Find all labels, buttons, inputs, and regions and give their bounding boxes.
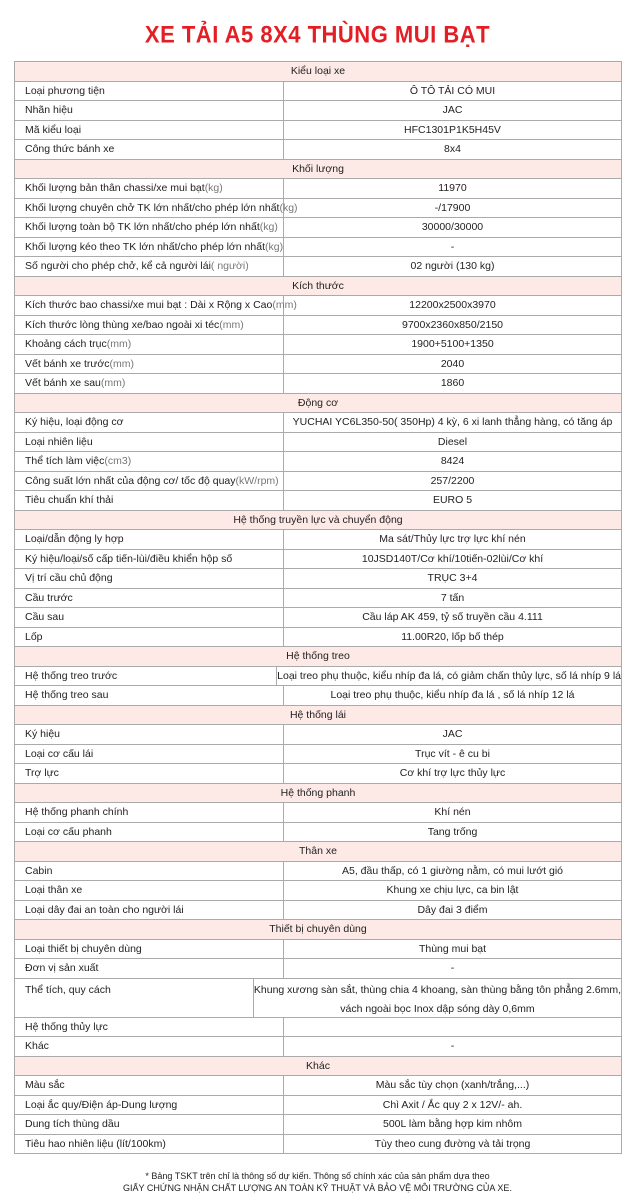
spec-label-text: Ký hiệu/loại/số cấp tiến-lùi/điều khiển hộp số	[25, 552, 233, 565]
spec-value-text: Ô TÔ TẢI CÓ MUI	[409, 84, 496, 97]
spec-value-text: -	[450, 962, 455, 974]
spec-value-text: 30000/30000	[421, 221, 484, 233]
spec-value	[284, 199, 621, 218]
spec-label	[15, 1018, 284, 1037]
spec-label-text: Số người cho phép chở, kể cả người lái	[25, 260, 211, 272]
spec-label	[15, 881, 284, 900]
spec-value	[284, 433, 621, 452]
footnote	[0, 1170, 635, 1194]
spec-value-text: 257/2200	[430, 474, 475, 487]
spec-label	[15, 199, 298, 218]
spec-value-text: TRỤC 3+4	[427, 572, 478, 584]
spec-row	[14, 763, 622, 783]
spec-value-text: Chì Axit / Ắc quy 2 x 12V/- ah.	[382, 1098, 523, 1111]
spec-row	[14, 1134, 622, 1155]
spec-value-text: Màu sắc tùy chọn (xanh/trắng,...)	[375, 1079, 530, 1091]
spec-value-text: 10JSD140T/Cơ khí/10tiến-02lùi/Cơ khí	[361, 552, 544, 565]
spec-row	[14, 451, 622, 471]
spec-label	[15, 628, 284, 647]
spec-label-text: Hệ thống phanh chính	[25, 806, 129, 818]
spec-unit: (mm)	[100, 377, 126, 389]
spec-label-text: Thể tích, quy cách	[25, 983, 111, 996]
spec-value-text: 12200x2500x3970	[409, 299, 496, 311]
spec-row	[14, 354, 622, 374]
spec-row	[14, 1114, 622, 1134]
section-header: Hệ thống treo	[14, 646, 622, 666]
spec-unit: (kg)	[264, 240, 284, 253]
spec-value	[284, 121, 621, 140]
spec-row	[14, 627, 622, 647]
spec-value-text: Ma sát/Thủy lực trợ lực khí nén	[379, 533, 526, 545]
spec-label	[15, 296, 297, 315]
spec-label	[15, 959, 284, 978]
spec-label	[15, 823, 284, 842]
spec-value	[284, 1135, 621, 1154]
spec-label	[15, 472, 284, 491]
section-header: Khác	[14, 1056, 622, 1076]
spec-label	[15, 745, 284, 764]
spec-label-text: Khác	[25, 1040, 49, 1052]
spec-value	[284, 413, 621, 432]
spec-label-text: Loại nhiên liệu	[25, 435, 93, 448]
spec-value	[284, 959, 621, 978]
spec-label-text: Ký hiệu	[25, 728, 61, 740]
spec-label-text: Vết bánh xe trước	[25, 357, 110, 370]
spec-value-text: Loại treo phụ thuộc, kiểu nhíp đa lá , số lá nhíp 12 lá	[330, 689, 575, 701]
spec-value	[284, 589, 621, 608]
spec-label	[15, 257, 284, 276]
spec-label-text: Nhãn hiệu	[25, 104, 73, 116]
spec-value-text: JAC	[442, 728, 463, 740]
spec-value	[284, 1115, 621, 1134]
spec-row	[14, 315, 622, 335]
spec-label	[15, 608, 284, 627]
spec-value	[284, 316, 621, 335]
spec-label	[15, 686, 284, 705]
spec-value	[284, 82, 621, 101]
spec-value-text: 1860	[440, 377, 465, 389]
spec-label	[15, 491, 284, 510]
spec-unit: (kW/rpm)	[235, 474, 279, 487]
spec-value-text: A5, đầu thấp, có 1 giường nằm, có mui lướt gió	[341, 864, 564, 877]
spec-label	[15, 569, 284, 588]
spec-label-text: Loại ắc quy/Điện áp-Dung lượng	[25, 1098, 178, 1111]
spec-unit: ( người)	[210, 260, 249, 272]
spec-value	[284, 335, 621, 354]
spec-label-text: Tiêu chuẩn khí thải	[25, 494, 114, 506]
spec-value	[284, 452, 621, 471]
spec-row	[14, 1095, 622, 1115]
spec-value-text: JAC	[442, 104, 463, 116]
spec-row	[14, 1017, 622, 1037]
spec-value-text: -	[450, 1040, 455, 1052]
spec-value	[284, 374, 621, 393]
spec-label	[15, 550, 284, 569]
spec-label-text: Loại thân xe	[25, 884, 83, 896]
spec-value-text: 8424	[440, 455, 465, 467]
spec-label-text: Hệ thống treo sau	[25, 689, 109, 701]
spec-row	[14, 1036, 622, 1056]
spec-label-text: Khối lượng toàn bộ TK lớn nhất/cho phép lớn nhất	[25, 221, 260, 233]
spec-unit: (mm)	[109, 357, 135, 370]
spec-label	[15, 764, 284, 783]
spec-label-text: Khối lượng chuyên chở TK lớn nhất/cho phép lớn nhất	[25, 201, 280, 214]
spec-label-text: Ký hiệu, loại động cơ	[25, 416, 124, 428]
spec-row	[14, 666, 622, 686]
page-title: XE TẢI A5 8X4 THÙNG MUI BẠT	[144, 20, 491, 48]
spec-value-text: HFC1301P1K5H45V	[404, 123, 501, 136]
spec-row	[14, 432, 622, 452]
spec-label-text: Vết bánh xe sau	[25, 377, 101, 389]
section-header: Hệ thống phanh	[14, 783, 622, 803]
spec-row	[14, 1075, 622, 1095]
spec-value-text: 2040	[440, 357, 465, 370]
spec-row	[14, 139, 622, 159]
section-header: Thân xe	[14, 841, 622, 861]
spec-label	[15, 1037, 284, 1056]
spec-value-text: Cơ khí trợ lực thủy lực	[399, 767, 506, 779]
spec-label	[15, 803, 284, 822]
spec-value	[284, 1076, 621, 1095]
spec-value	[284, 140, 621, 159]
spec-value-text: Khung xương sàn sắt, thùng chia 4 khoang, sàn thùng bằng tôn phẳng 2.6mm,	[253, 983, 621, 996]
spec-label	[15, 862, 284, 881]
spec-value-text: 1900+5100+1350	[411, 338, 494, 350]
spec-row	[14, 802, 622, 822]
spec-label-text: Loại thiết bị chuyên dùng	[25, 942, 142, 955]
spec-value	[284, 530, 621, 549]
spec-value-text: Tùy theo cung đường và tải trọng	[374, 1137, 531, 1150]
spec-label-text: Loại/dẫn động ly hợp	[25, 533, 124, 545]
spec-value-text: Tang trống	[427, 825, 478, 838]
spec-value	[284, 491, 621, 510]
spec-row	[14, 939, 622, 959]
spec-value	[284, 764, 621, 783]
spec-label-text: Cầu sau	[25, 611, 65, 623]
spec-label-text: Đơn vị sản xuất	[25, 962, 99, 974]
spec-value-text: 9700x2360x850/2150	[401, 318, 503, 331]
spec-row	[14, 568, 622, 588]
spec-value	[284, 901, 621, 920]
spec-row	[14, 373, 622, 393]
spec-label-text: Màu sắc	[25, 1079, 65, 1091]
spec-value	[284, 101, 621, 120]
spec-value-text: 11.00R20, lốp bố thép	[401, 630, 504, 643]
spec-row	[14, 588, 622, 608]
spec-label-text: Khối lượng bản thân chassi/xe mui bạt	[25, 182, 205, 194]
spec-row	[14, 685, 622, 705]
spec-row	[14, 81, 622, 101]
spec-label-text: Cabin	[25, 864, 53, 877]
spec-label-text: Cầu trước	[25, 591, 73, 604]
spec-label	[15, 218, 284, 237]
spec-value-text-2: vách ngoài bọc Inox dập sóng dày 0,6mm	[340, 1002, 535, 1015]
spec-value	[284, 218, 621, 237]
spec-value-text: Loại treo phụ thuộc, kiểu nhíp đa lá, có giảm chấn thủy lực, số lá nhíp 9 lá	[277, 669, 621, 682]
spec-label-text: Tiêu hao nhiên liệu (lít/100km)	[25, 1137, 166, 1150]
spec-label	[15, 589, 284, 608]
spec-row	[14, 256, 622, 276]
spec-label	[15, 413, 284, 432]
spec-value	[284, 238, 621, 257]
spec-label-text: Loại dây đai an toàn cho người lái	[25, 903, 184, 916]
spec-label	[15, 1115, 284, 1134]
section-header: Hệ thống lái	[14, 705, 622, 725]
spec-row	[14, 900, 622, 920]
spec-value	[284, 608, 621, 627]
section-header: Hệ thống truyền lực và chuyển động	[14, 510, 622, 530]
spec-row	[14, 412, 622, 432]
spec-value-text: Diesel	[437, 435, 468, 448]
spec-label	[15, 1076, 284, 1095]
spec-value	[284, 686, 621, 705]
spec-unit: (cm3)	[104, 455, 132, 467]
spec-row	[14, 607, 622, 627]
spec-value	[284, 881, 621, 900]
spec-value-text: 500L làm bằng hợp kim nhôm	[383, 1118, 522, 1130]
spec-label-text: Lốp	[25, 630, 43, 643]
spec-row	[14, 120, 622, 140]
spec-row	[14, 217, 622, 237]
spec-label-text: Trợ lực	[25, 767, 59, 779]
spec-label	[15, 316, 284, 335]
spec-label	[15, 82, 284, 101]
spec-row	[14, 198, 622, 218]
spec-label-text: Kích thước lòng thùng xe/bao ngoài xi téc	[25, 318, 220, 331]
spec-row	[14, 724, 622, 744]
spec-label-text: Loại cơ cấu lái	[25, 747, 94, 760]
spec-label	[15, 140, 284, 159]
spec-value	[284, 296, 621, 315]
spec-value-text: 8x4	[444, 143, 461, 155]
spec-value	[284, 725, 621, 744]
spec-value	[277, 667, 621, 686]
spec-row	[14, 861, 622, 881]
spec-label-text: Khoảng cách trục	[25, 338, 107, 350]
spec-value	[284, 257, 621, 276]
spec-value	[284, 862, 621, 881]
spec-value	[284, 628, 621, 647]
spec-label	[15, 725, 284, 744]
spec-label	[15, 1135, 284, 1154]
spec-value-text: Cầu láp AK 459, tỷ số truyền cầu 4.111	[362, 611, 543, 623]
spec-value-text: EURO 5	[432, 494, 473, 506]
spec-label-text: Mã kiểu loại	[25, 123, 82, 136]
spec-row	[14, 178, 622, 198]
spec-value	[284, 355, 621, 374]
spec-value	[284, 1096, 621, 1115]
spec-value-text: -	[450, 240, 455, 253]
spec-label-text: Kích thước bao chassi/xe mui bạt : Dài x Rộng x Cao	[25, 299, 273, 311]
spec-label	[15, 667, 277, 686]
spec-value-text: 11970	[438, 182, 467, 194]
spec-row	[14, 549, 622, 569]
section-header: Khối lượng	[14, 159, 622, 179]
spec-label-text: Vị trí cầu chủ động	[25, 572, 113, 584]
spec-label	[15, 121, 284, 140]
spec-label-text: Khối lượng kéo theo TK lớn nhất/cho phép lớn nhất	[25, 240, 265, 253]
spec-unit: (kg)	[204, 182, 223, 194]
spec-value	[254, 979, 621, 1017]
spec-label-text: Công suất lớn nhất của động cơ/ tốc độ quay	[25, 474, 236, 487]
spec-label	[15, 452, 284, 471]
spec-label	[15, 179, 284, 198]
spec-unit: (mm)	[272, 299, 297, 311]
spec-value-text: -/17900	[434, 201, 471, 214]
spec-value	[284, 823, 621, 842]
spec-label	[15, 335, 284, 354]
spec-value	[284, 550, 621, 569]
section-header: Kiểu loại xe	[14, 61, 622, 81]
spec-label-text: Loại cơ cấu phanh	[25, 825, 112, 838]
spec-value	[284, 179, 621, 198]
spec-row	[14, 471, 622, 491]
spec-label	[15, 1096, 284, 1115]
spec-label-text: Công thức bánh xe	[25, 143, 115, 155]
section-header: Kích thước	[14, 276, 622, 296]
spec-label	[15, 940, 284, 959]
spec-value	[284, 745, 621, 764]
spec-label	[15, 530, 284, 549]
spec-unit: (mm)	[219, 318, 244, 331]
spec-label	[15, 101, 284, 120]
spec-row	[14, 100, 622, 120]
spec-value-text: Thùng mui bạt	[418, 942, 487, 955]
spec-value-text: Khung xe chịu lực, ca bin lật	[386, 884, 519, 896]
spec-row	[14, 744, 622, 764]
spec-row	[14, 880, 622, 900]
spec-table	[14, 61, 622, 1154]
spec-label	[15, 374, 284, 393]
spec-value	[284, 1018, 621, 1037]
spec-row	[14, 490, 622, 510]
spec-value-text: 02 người (130 kg)	[410, 260, 495, 272]
spec-label	[15, 433, 284, 452]
spec-value	[284, 803, 621, 822]
spec-row	[14, 822, 622, 842]
spec-label-text: Hệ thống thủy lực	[25, 1020, 108, 1033]
spec-value-text: 7 tấn	[440, 591, 465, 604]
spec-label	[15, 901, 284, 920]
spec-label-text: Dung tích thùng dầu	[25, 1118, 120, 1130]
spec-unit: (kg)	[259, 221, 278, 233]
spec-label	[15, 979, 254, 1017]
spec-value	[284, 940, 621, 959]
spec-label	[15, 238, 284, 257]
spec-value-text: Dây đai 3 điểm	[417, 903, 488, 916]
spec-value	[284, 1037, 621, 1056]
spec-label-text: Hệ thống treo trước	[25, 669, 118, 682]
footnote-line-1: * Bảng TSKT trên chỉ là thông số dự kiến. Thông số chính xác của sản phẩm dựa theo	[145, 1171, 490, 1181]
spec-value	[284, 472, 621, 491]
spec-value-text: Khí nén	[434, 806, 471, 818]
spec-row	[14, 529, 622, 549]
section-header: Thiết bị chuyên dùng	[14, 919, 622, 939]
spec-row	[14, 334, 622, 354]
spec-value	[284, 569, 621, 588]
spec-unit: (mm)	[106, 338, 132, 350]
spec-unit: (kg)	[279, 201, 298, 214]
spec-value-text: Trục vít - ê cu bi	[415, 747, 490, 760]
spec-row	[14, 958, 622, 978]
spec-label-text: Thể tích làm việc	[25, 455, 105, 467]
spec-row	[14, 237, 622, 257]
spec-label	[15, 355, 284, 374]
spec-value-text: YUCHAI YC6L350-50( 350Hp) 4 kỳ, 6 xi lanh thẳng hàng, có tăng áp	[292, 416, 613, 428]
footnote-line-2: GIẤY CHỨNG NHẬN CHẤT LƯỢNG AN TOÀN KỸ THUẬT VÀ BẢO VỆ MÔI TRƯỜNG CỦA XE.	[123, 1183, 512, 1193]
section-header: Động cơ	[14, 393, 622, 413]
spec-row	[14, 295, 622, 315]
spec-label-text: Loại phương tiện	[25, 84, 105, 97]
spec-row	[14, 978, 622, 1017]
